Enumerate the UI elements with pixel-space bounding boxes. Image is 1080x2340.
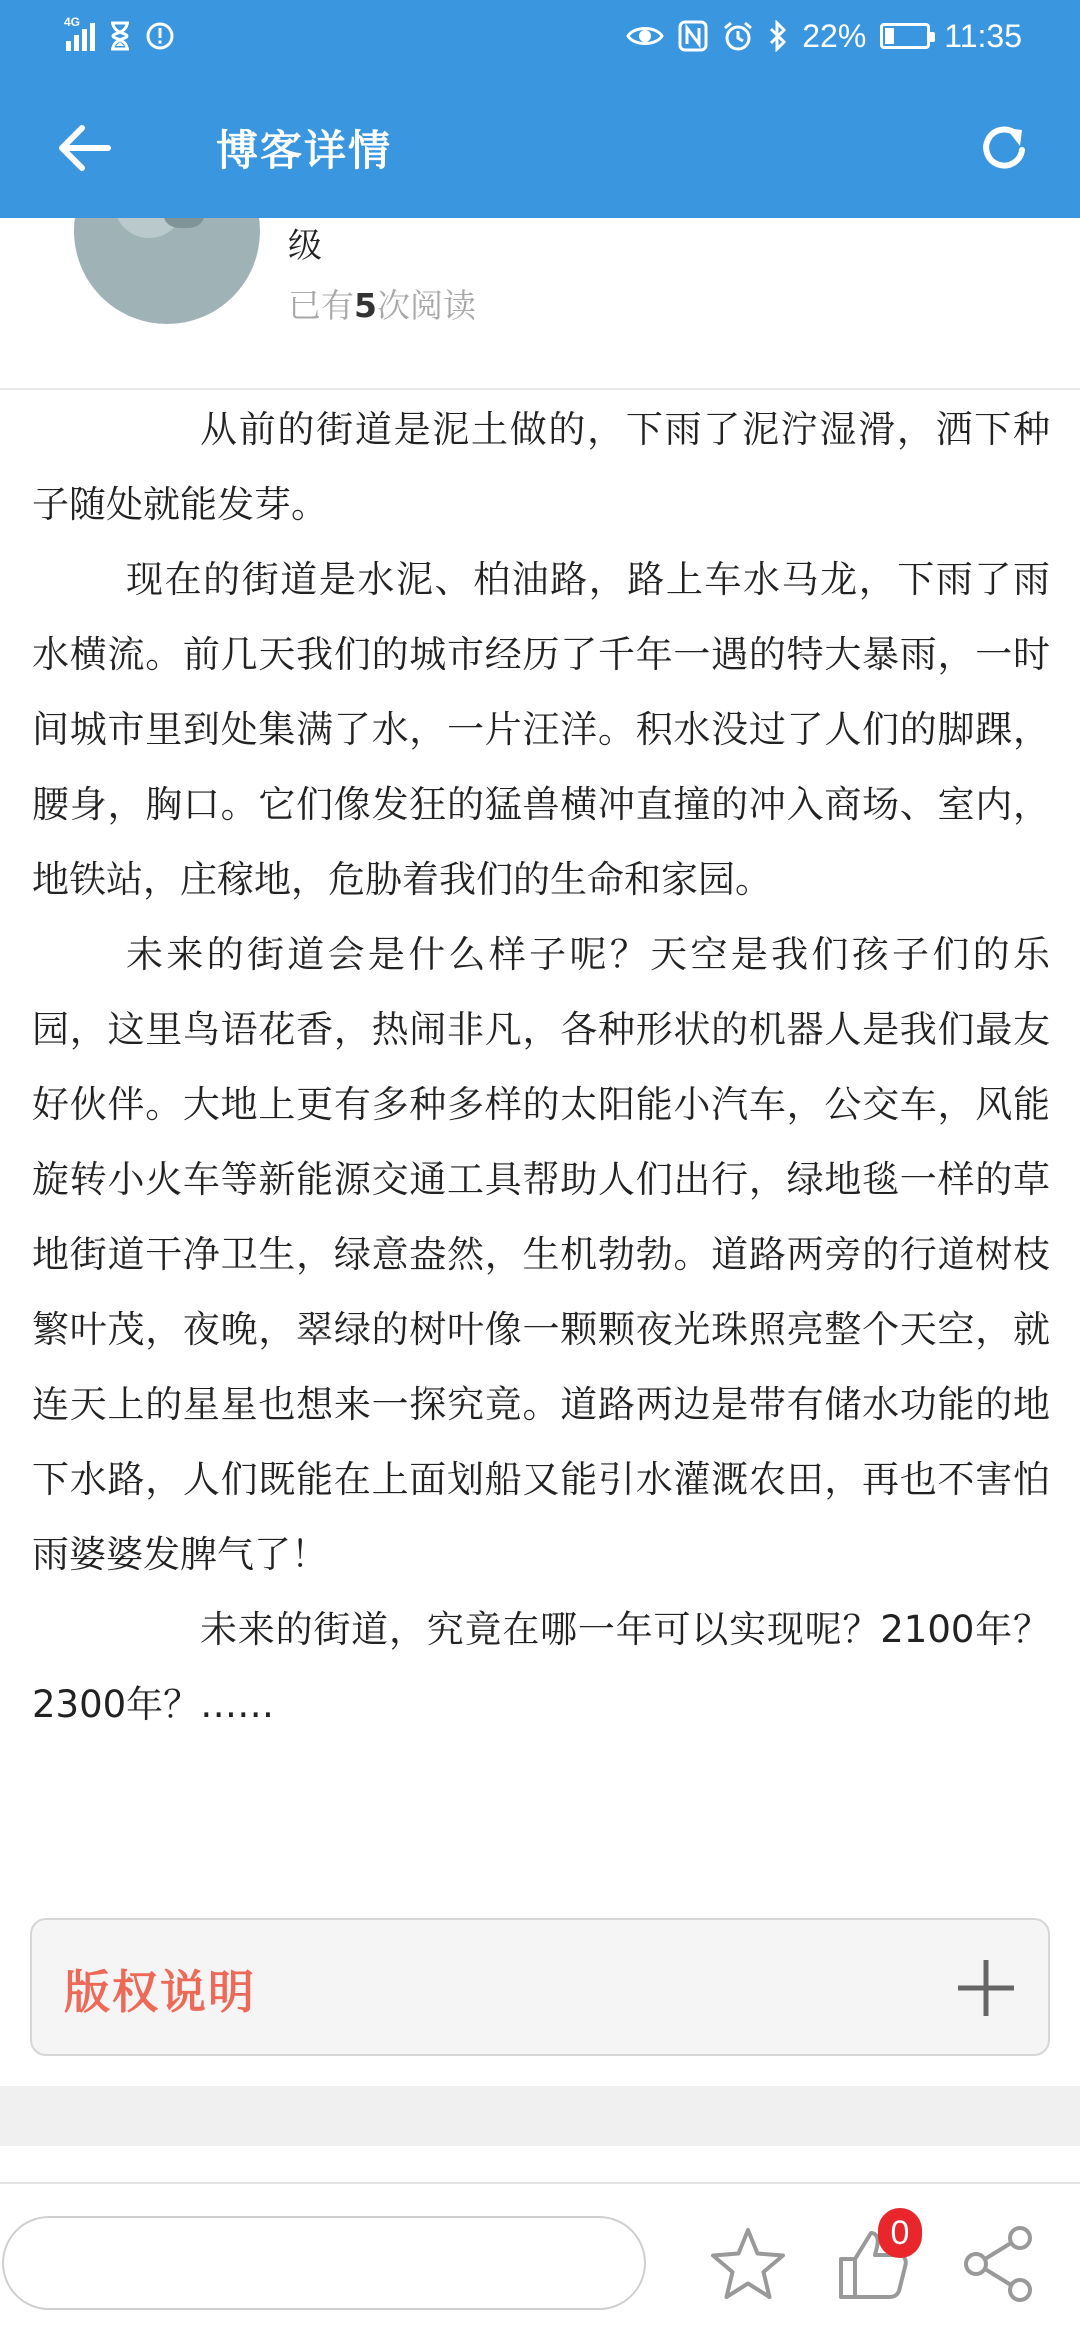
status-right	[626, 14, 1022, 58]
refresh-button[interactable]	[964, 108, 1044, 188]
battery-icon	[880, 23, 930, 49]
like-count-badge: 0	[878, 2208, 922, 2258]
page-title: 博客详情	[216, 126, 393, 175]
header	[0, 0, 1080, 218]
article-paragraph: 未来的街道会是什么样子呢？天空是我们孩子们的乐园，这里鸟语花香，热闹非凡，各种形状的机器人是我们最友好伙伴。大地上更有多种多样的太阳能小汽车，公交车，风能旋转小火车等新能源交通工具帮助人们出行，绿地毯一样的草地街道干净卫生，绿意盎然，生机勃勃。道路两旁的行道树枝繁叶茂，夜晚，翠绿的树叶像一颗颗夜光珠照亮整个天空，就连天上的星星也想来一探究竟。道路两边是带有储水功能的地下水路，人们既能在上面划船又能引水灌溉农田，再也不害怕雨婆婆发脾气了！	[32, 933, 1050, 1576]
read-prefix: 已有	[288, 286, 354, 325]
nfc-icon	[678, 20, 708, 52]
copyright-panel[interactable]	[30, 1918, 1050, 2056]
divider	[0, 388, 1080, 390]
hourglass-icon	[109, 21, 131, 51]
article-paragraph: 现在的街道是水泥、柏油路，路上车水马龙，下雨了雨水横流。前几天我们的城市经历了千年一遇的特大暴雨，一时间城市里到处集满了水，一片汪洋。积水没过了人们的脚踝，腰身，胸口。它们像发狂的猛兽横冲直撞的冲入商场、室内，地铁站，庄稼地，危胁着我们的生命和家园。	[32, 558, 1050, 901]
back-button[interactable]	[44, 108, 124, 188]
signal-icon	[64, 15, 95, 51]
bottom-bar	[0, 2182, 1080, 2340]
app-bar	[0, 74, 1080, 218]
author-level: 级	[288, 226, 322, 266]
network-type: 4G	[64, 15, 81, 29]
refresh-icon	[976, 120, 1032, 176]
favorite-button[interactable]	[706, 2222, 790, 2306]
share-button[interactable]	[958, 2222, 1042, 2306]
like-button[interactable]	[832, 2214, 916, 2306]
arrow-left-icon	[56, 124, 112, 172]
read-count-number: 5	[354, 286, 377, 325]
section-separator	[0, 2086, 1080, 2146]
article-body	[32, 392, 1050, 1742]
read-suffix: 次阅读	[376, 286, 476, 325]
article-paragraph: 从前的街道是泥土做的，下雨了泥泞湿滑，洒下种子随处就能发芽。	[32, 408, 1050, 526]
share-icon	[960, 2224, 1040, 2304]
article-paragraph: 未来的街道，究竟在哪一年可以实现呢？2100年？2300年？……	[32, 1608, 1050, 1726]
star-icon	[709, 2225, 787, 2303]
alert-icon	[145, 21, 175, 51]
author-info	[0, 218, 1080, 388]
alarm-icon	[722, 20, 754, 52]
plus-icon	[954, 1956, 1018, 2020]
status-left	[66, 16, 175, 56]
battery-percent: 22%	[802, 17, 867, 54]
copyright-title: 版权说明	[64, 1965, 256, 2019]
expand-button[interactable]	[954, 1956, 1018, 2020]
eye-icon	[626, 23, 664, 49]
status-bar	[0, 0, 1080, 74]
clock: 11:35	[944, 17, 1022, 54]
bluetooth-icon	[768, 20, 788, 52]
comment-input[interactable]	[2, 2216, 646, 2310]
read-count	[288, 280, 476, 327]
